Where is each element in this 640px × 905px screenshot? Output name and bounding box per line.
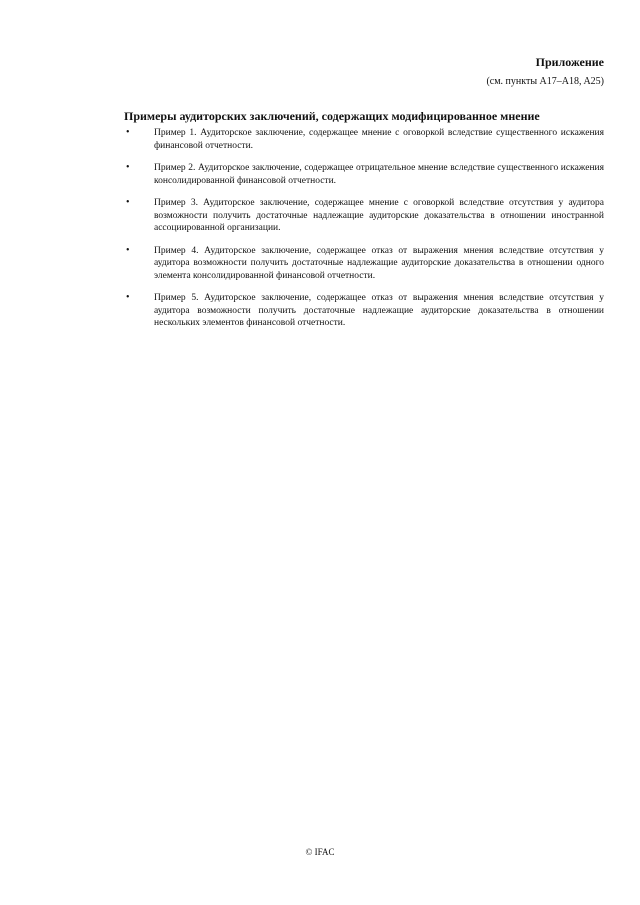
section-heading: Примеры аудиторских заключений, содержащих модифицированное мнение [124,109,540,123]
footer-copyright: © IFAC [305,847,335,857]
appendix-title: Приложение [535,55,604,69]
list-item [124,127,604,152]
examples-list [124,127,604,340]
bullet-icon: • [126,162,130,173]
list-item-text: Пример 5. Аудиторское заключение, содержащее отказ от выражения мнения вследствие отсутствия у аудитора возможности получить достаточные надлежащие аудиторские доказательства в отношении нескольких элементов финансовой отчетности. [154,293,604,328]
bullet-icon: • [126,244,130,256]
list-item [124,162,604,187]
bullet-icon: • [126,292,130,303]
list-item [124,197,604,235]
bullet-icon: • [126,197,130,208]
list-item [124,292,604,330]
bullet-icon: • [126,127,130,138]
list-item-text: Пример 3. Аудиторское заключение, содержащее мнение с оговоркой вследствие отсутствия у аудитора возможности получить достаточные надлежащие аудиторские доказательства в отношении иностранной ассоциированной организации. [154,198,604,233]
list-item-text: Пример 4. Аудиторское заключение, содержащее отказ от выражения мнения вследствие отсутствия у аудитора возможности получить достаточные надлежащие аудиторские доказательства в отношении одного элемента консолидированной финансовой отчетности. [154,245,604,281]
list-item-text: Пример 2. Аудиторское заключение, содержащее отрицательное мнение вследствие существенного искажения консолидированной финансовой отчетности. [154,163,604,186]
appendix-reference: (см. пункты A17–A18, A25) [486,76,604,87]
list-item [124,245,604,283]
list-item-text: Пример 1. Аудиторское заключение, содержащее мнение с оговоркой вследствие существенного искажения финансовой отчетности. [154,128,604,151]
